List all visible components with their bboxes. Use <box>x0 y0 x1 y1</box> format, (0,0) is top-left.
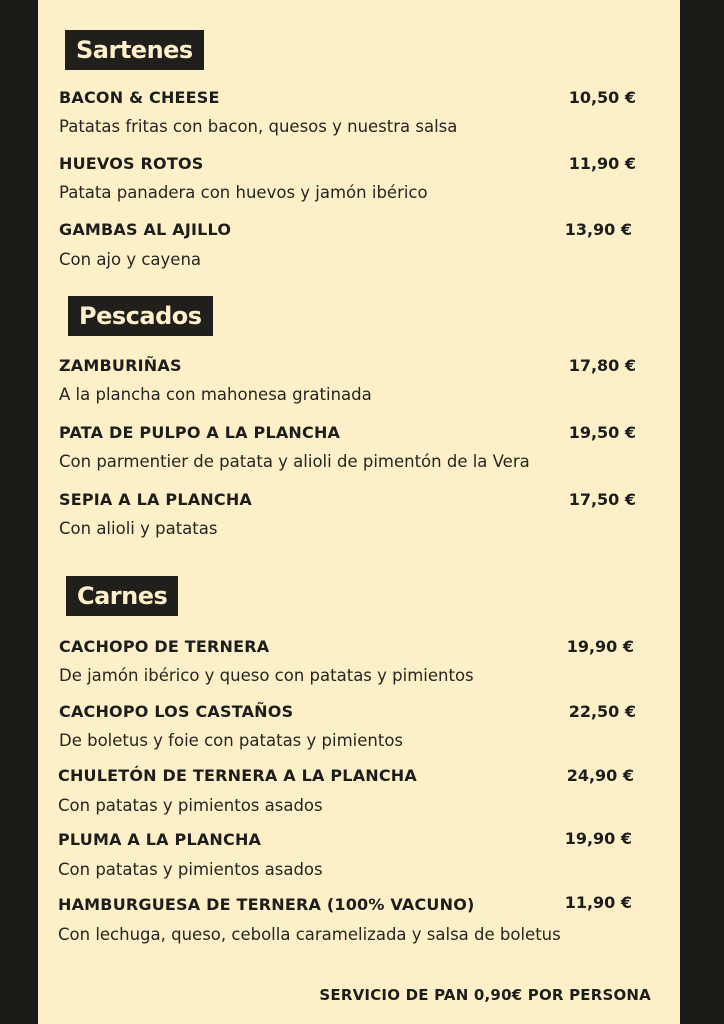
menu-item-price: 19,90 € <box>564 829 632 848</box>
menu-page <box>38 0 680 1024</box>
menu-item-name: CHULETÓN DE TERNERA A LA PLANCHA <box>58 766 417 785</box>
menu-item-name: BACON & CHEESE <box>59 88 220 107</box>
menu-item-price: 19,50 € <box>568 423 636 442</box>
menu-item-price: 10,50 € <box>568 88 636 107</box>
menu-item-name: ZAMBURIÑAS <box>59 356 182 375</box>
menu-item-description: Patata panadera con huevos y jamón ibérico <box>59 183 428 202</box>
menu-item-name: PATA DE PULPO A LA PLANCHA <box>59 423 341 442</box>
menu-item-description: Con patatas y pimientos asados <box>58 860 323 879</box>
menu-item-name: GAMBAS AL AJILLO <box>59 220 232 239</box>
menu-item-price: 13,90 € <box>564 220 632 239</box>
menu-item-price: 24,90 € <box>566 766 634 785</box>
menu-item-description: Con parmentier de patata y alioli de pimentón de la Vera <box>59 452 530 471</box>
menu-item-description: Patatas fritas con bacon, quesos y nuestra salsa <box>59 117 458 136</box>
menu-item-name: PLUMA A LA PLANCHA <box>58 830 262 849</box>
menu-item-description: De boletus y foie con patatas y pimientos <box>59 731 404 750</box>
section-title-pescados: Pescados <box>68 296 213 336</box>
menu-item-price: 17,80 € <box>568 356 636 375</box>
menu-item-description: Con patatas y pimientos asados <box>58 796 323 815</box>
menu-item-price: 19,90 € <box>566 637 634 656</box>
section-title-sartenes: Sartenes <box>65 30 204 70</box>
menu-item-description: Con alioli y patatas <box>59 519 218 538</box>
bread-service-note: SERVICIO DE PAN 0,90€ POR PERSONA <box>319 986 651 1004</box>
menu-item-name: CACHOPO LOS CASTAÑOS <box>59 702 294 721</box>
menu-item-description: Con lechuga, queso, cebolla caramelizada y salsa de boletus <box>58 925 561 944</box>
section-title-carnes: Carnes <box>66 576 178 616</box>
menu-item-name: HAMBURGUESA DE TERNERA (100% VACUNO) <box>58 895 475 914</box>
menu-item-price: 11,90 € <box>564 893 632 912</box>
menu-item-price: 17,50 € <box>568 490 636 509</box>
menu-item-name: CACHOPO DE TERNERA <box>59 637 270 656</box>
menu-item-name: HUEVOS ROTOS <box>59 154 204 173</box>
menu-item-description: A la plancha con mahonesa gratinada <box>59 385 372 404</box>
menu-item-price: 11,90 € <box>568 154 636 173</box>
menu-item-description: Con ajo y cayena <box>59 250 202 269</box>
menu-item-price: 22,50 € <box>568 702 636 721</box>
menu-item-name: SEPIA A LA PLANCHA <box>59 490 252 509</box>
menu-item-description: De jamón ibérico y queso con patatas y pimientos <box>59 666 474 685</box>
